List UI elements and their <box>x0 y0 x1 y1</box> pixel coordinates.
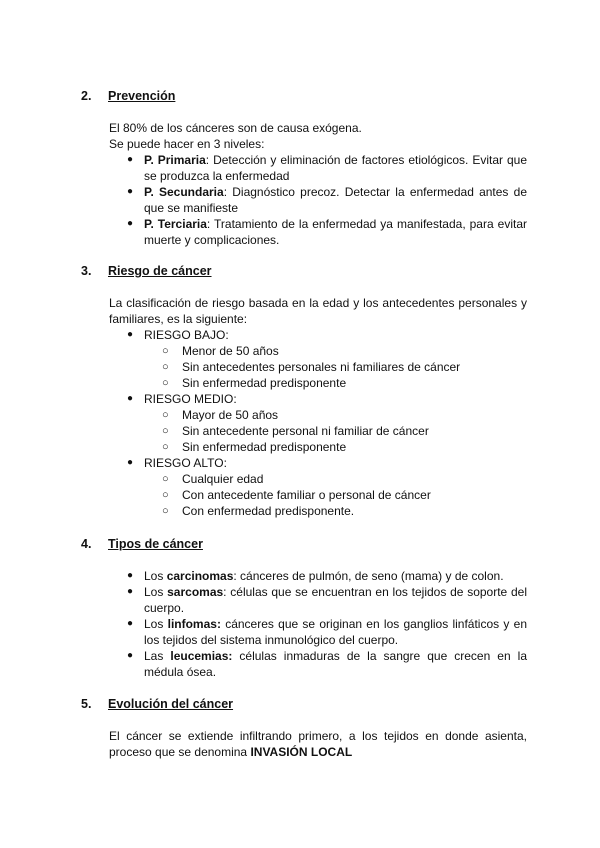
bullet-icon: ● <box>127 570 134 581</box>
term: linfomas: <box>167 617 221 631</box>
paragraph-evolucion <box>109 728 527 760</box>
section-heading-prevencion <box>81 88 175 104</box>
circle-bullet-icon: ○ <box>162 377 169 389</box>
sub-list <box>144 471 527 519</box>
section-number: 2. <box>81 89 92 103</box>
paragraph-line <box>109 744 527 760</box>
sub-list-item <box>162 439 527 455</box>
term: P. Terciaria <box>144 217 207 231</box>
list-text: Sin enfermedad predisponente <box>182 376 347 390</box>
sub-list-item <box>162 423 527 439</box>
bullet-icon: ● <box>127 186 134 197</box>
list-line: los tejidos del sistema inmunológico del cuerpo. <box>144 633 399 647</box>
bullet-icon: ● <box>127 618 134 629</box>
list-item <box>127 327 527 391</box>
paragraph-line: Se puede hacer en 3 niveles: <box>109 137 265 151</box>
cancer-types-list <box>127 568 527 680</box>
list-line: médula ósea. <box>144 665 217 679</box>
section-title: Riesgo de cáncer <box>108 264 212 278</box>
list-text: : cánceres de pulmón, de seno (mama) y de colon. <box>233 569 504 583</box>
bullet-icon: ● <box>127 218 134 229</box>
sub-list-item <box>162 487 527 503</box>
list-line <box>144 584 527 600</box>
list-line <box>144 152 527 168</box>
paragraph-line: familiares, es la siguiente: <box>109 312 248 326</box>
bullet-icon: ● <box>127 457 134 468</box>
paragraph-prevencion <box>109 120 527 152</box>
list-text: cánceres que se originan en los ganglios linfáticos y en <box>220 617 527 631</box>
sub-list-item <box>162 359 527 375</box>
list-item <box>127 216 527 248</box>
list-text: Sin antecedentes personales ni familiares de cáncer <box>182 360 461 374</box>
section-heading-tipos <box>81 536 203 552</box>
list-item <box>127 616 527 648</box>
circle-bullet-icon: ○ <box>162 505 169 517</box>
risk-label: RIESGO BAJO: <box>144 328 229 342</box>
circle-bullet-icon: ○ <box>162 473 169 485</box>
term: carcinomas <box>166 569 234 583</box>
list-text: Cualquier edad <box>182 472 264 486</box>
sub-list-item <box>162 375 527 391</box>
list-text: : células que se encuentran en los tejidos de soporte del <box>223 585 528 599</box>
term: P. Secundaria <box>144 185 224 199</box>
list-text: Las <box>144 649 171 663</box>
sub-list <box>144 343 527 391</box>
circle-bullet-icon: ○ <box>162 361 169 373</box>
list-item <box>127 648 527 680</box>
section-title: Tipos de cáncer <box>108 537 203 551</box>
list-item <box>127 391 527 455</box>
list-text: : Diagnóstico precoz. Detectar la enfermedad antes de <box>223 185 527 199</box>
circle-bullet-icon: ○ <box>162 441 169 453</box>
list-line: se produzca la enfermedad <box>144 169 290 183</box>
list-line: que se manifieste <box>144 201 239 215</box>
paragraph-line: El 80% de los cánceres son de causa exógena. <box>109 121 362 135</box>
list-line: cuerpo. <box>144 601 185 615</box>
sub-list-item <box>162 471 527 487</box>
list-item <box>127 568 527 584</box>
section-number: 5. <box>81 697 92 711</box>
list-text: células inmaduras de la sangre que crecen en la <box>232 649 527 663</box>
list-item <box>127 152 527 184</box>
list-text: : Detección y eliminación de factores etiológicos. Evitar que <box>205 153 527 167</box>
list-text: Mayor de 50 años <box>182 408 279 422</box>
list-line <box>144 616 527 632</box>
paragraph-riesgo <box>109 295 527 327</box>
list-text: Sin antecedente personal ni familiar de cáncer <box>182 424 429 438</box>
list-text: Menor de 50 años <box>182 344 279 358</box>
section-number: 4. <box>81 537 92 551</box>
list-line <box>144 648 527 664</box>
list-text: Sin enfermedad predisponente <box>182 440 347 454</box>
list-line: muerte y complicaciones. <box>144 233 280 247</box>
sub-list <box>144 407 527 455</box>
bullet-icon: ● <box>127 154 134 165</box>
section-title: Evolución del cáncer <box>108 697 234 711</box>
paragraph-line: La clasificación de riesgo basada en la edad y los antecedentes personales y <box>109 296 527 310</box>
list-text: Los <box>144 617 168 631</box>
bullet-icon: ● <box>127 329 134 340</box>
bold-term: INVASIÓN LOCAL <box>250 745 353 759</box>
list-line <box>144 216 527 232</box>
term: P. Primaria <box>144 153 206 167</box>
section-heading-evolucion <box>81 696 233 712</box>
section-heading-riesgo <box>81 263 212 279</box>
list-text: Con enfermedad predisponente. <box>182 504 355 518</box>
list-item <box>127 455 527 519</box>
bullet-icon: ● <box>127 586 134 597</box>
paragraph-line: El cáncer se extiende infiltrando primero, a los tejidos en donde asienta, <box>109 729 527 743</box>
paragraph-text: proceso que se denomina <box>109 745 251 759</box>
risk-label: RIESGO MEDIO: <box>144 392 237 406</box>
sub-list-item <box>162 343 527 359</box>
bullet-icon: ● <box>127 650 134 661</box>
list-line <box>144 184 527 200</box>
circle-bullet-icon: ○ <box>162 409 169 421</box>
circle-bullet-icon: ○ <box>162 425 169 437</box>
list-item <box>127 184 527 216</box>
list-text: : Tratamiento de la enfermedad ya manifestada, para evitar <box>206 217 527 231</box>
list-line <box>144 568 527 584</box>
section-number: 3. <box>81 264 92 278</box>
list-text: Los <box>144 585 168 599</box>
term: leucemias: <box>170 649 233 663</box>
list-text: Los <box>144 569 167 583</box>
list-text: Con antecedente familiar o personal de cáncer <box>182 488 431 502</box>
bullet-icon: ● <box>127 393 134 404</box>
term: sarcomas <box>167 585 224 599</box>
sub-list-item <box>162 407 527 423</box>
list-item <box>127 584 527 616</box>
circle-bullet-icon: ○ <box>162 345 169 357</box>
prevention-levels-list <box>127 152 527 248</box>
risk-classification-list <box>127 327 527 519</box>
risk-label: RIESGO ALTO: <box>144 456 227 470</box>
sub-list-item <box>162 503 527 519</box>
section-title: Prevención <box>108 89 176 103</box>
circle-bullet-icon: ○ <box>162 489 169 501</box>
